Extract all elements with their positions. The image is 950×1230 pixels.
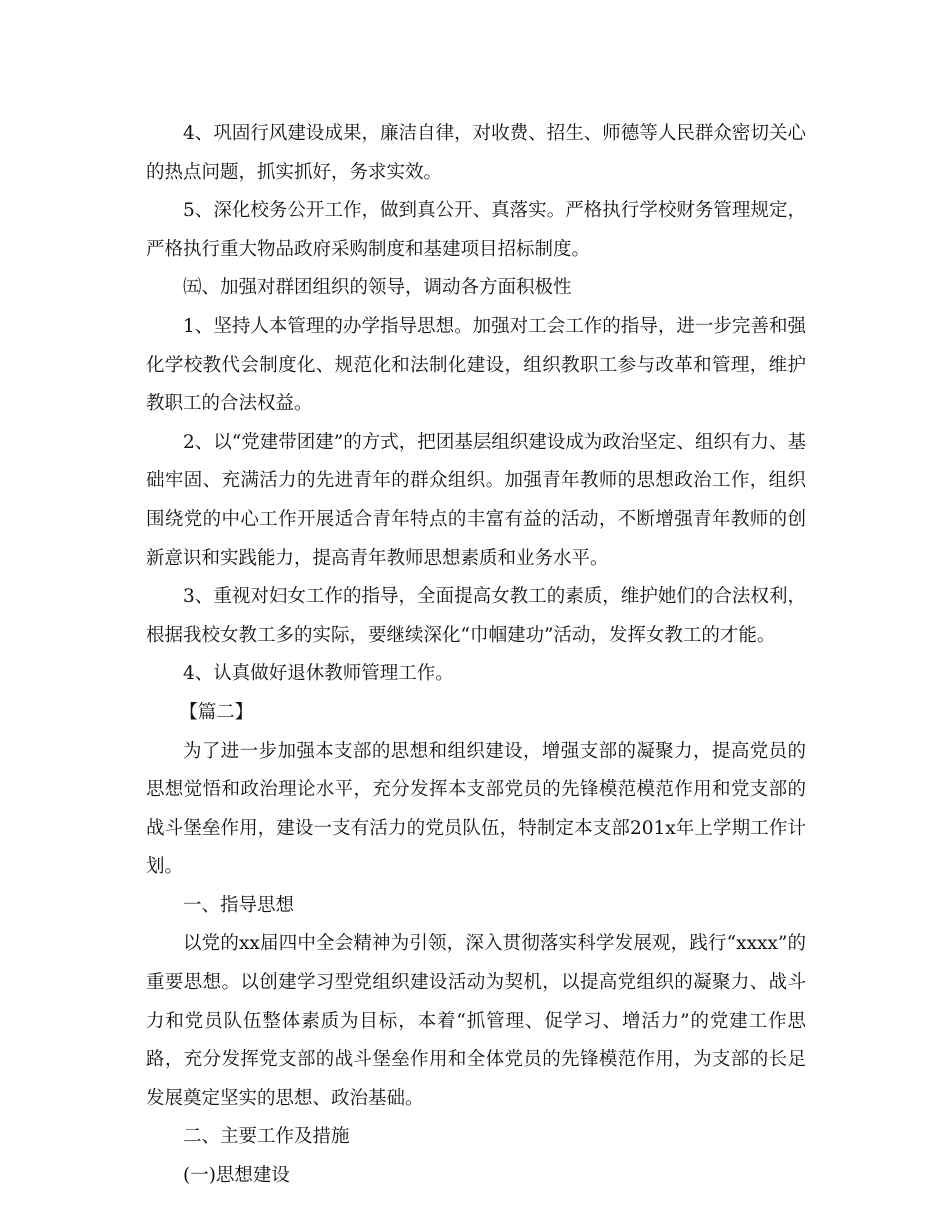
paragraph-item-5-transparency: 5、深化校务公开工作，做到真公开、真落实。严格执行学校财务管理规定，严格执行重大物品政府采购制度和基建项目招标制度。 (146, 200, 806, 260)
paragraph-item-1-union: 1、坚持人本管理的办学指导思想。加强对工会工作的指导，进一步完善和强化学校教代会制度化、规范化和法制化建设，组织教职工参与改革和管理，维护教职工的合法权益。 (146, 315, 806, 415)
section-heading-guiding-thought: 一、指导思想 (183, 894, 295, 916)
paragraph-item-3-women: 3、重视对妇女工作的指导，全面提高女教工的素质，维护她们的合法权利，根据我校女教工多的实际，要继续深化“巾帼建功”活动，发挥女教工的才能。 (146, 586, 806, 646)
paragraph-item-4-retirees: 4、认真做好退休教师管理工作。 (183, 663, 454, 685)
subsection-heading-ideology: (一)思想建设 (183, 1165, 290, 1187)
document-body (146, 115, 806, 1196)
paragraph-guiding-thought: 以党的xx届四中全会精神为引领，深入贯彻落实科学发展观，践行“xxxx”的重要思想。以创建学习型党组织建设活动为契机，以提高党组织的凝聚力、战斗力和党员队伍整体素质为目标，本着“抓管理、促学习、增活力”的党建工作思路，充分发挥党支部的战斗堡垒作用和全体党员的先锋模范作用，为支部的长足发展奠定坚实的思想、政治基础。 (146, 933, 806, 1109)
part-heading-two: 【篇二】 (179, 701, 254, 723)
paragraph-intro: 为了进一步加强本支部的思想和组织建设，增强支部的凝聚力，提高党员的思想觉悟和政治理论水平，充分发挥本支部党员的先锋模范模范作用和党支部的战斗堡垒作用，建设一支有活力的党员队伍，特制定本支部201x年上学期工作计划。 (146, 740, 806, 878)
section-heading-mass-organizations: ㈤、加强对群团组织的领导，调动各方面积极性 (183, 277, 572, 299)
section-heading-main-work: 二、主要工作及措施 (183, 1126, 350, 1148)
paragraph-item-2-youth-league: 2、以“党建带团建”的方式，把团基层组织建设成为政治坚定、组织有力、基础牢固、充满活力的先进青年的群众组织。加强青年教师的思想政治工作，组织围绕党的中心工作开展适合青年特点的丰富有益的活动，不断增强青年教师的创新意识和实践能力，提高青年教师思想素质和业务水平。 (146, 431, 806, 569)
paragraph-item-4-integrity: 4、巩固行风建设成果，廉洁自律，对收费、招生、师德等人民群众密切关心的热点问题，抓实抓好，务求实效。 (146, 123, 806, 183)
